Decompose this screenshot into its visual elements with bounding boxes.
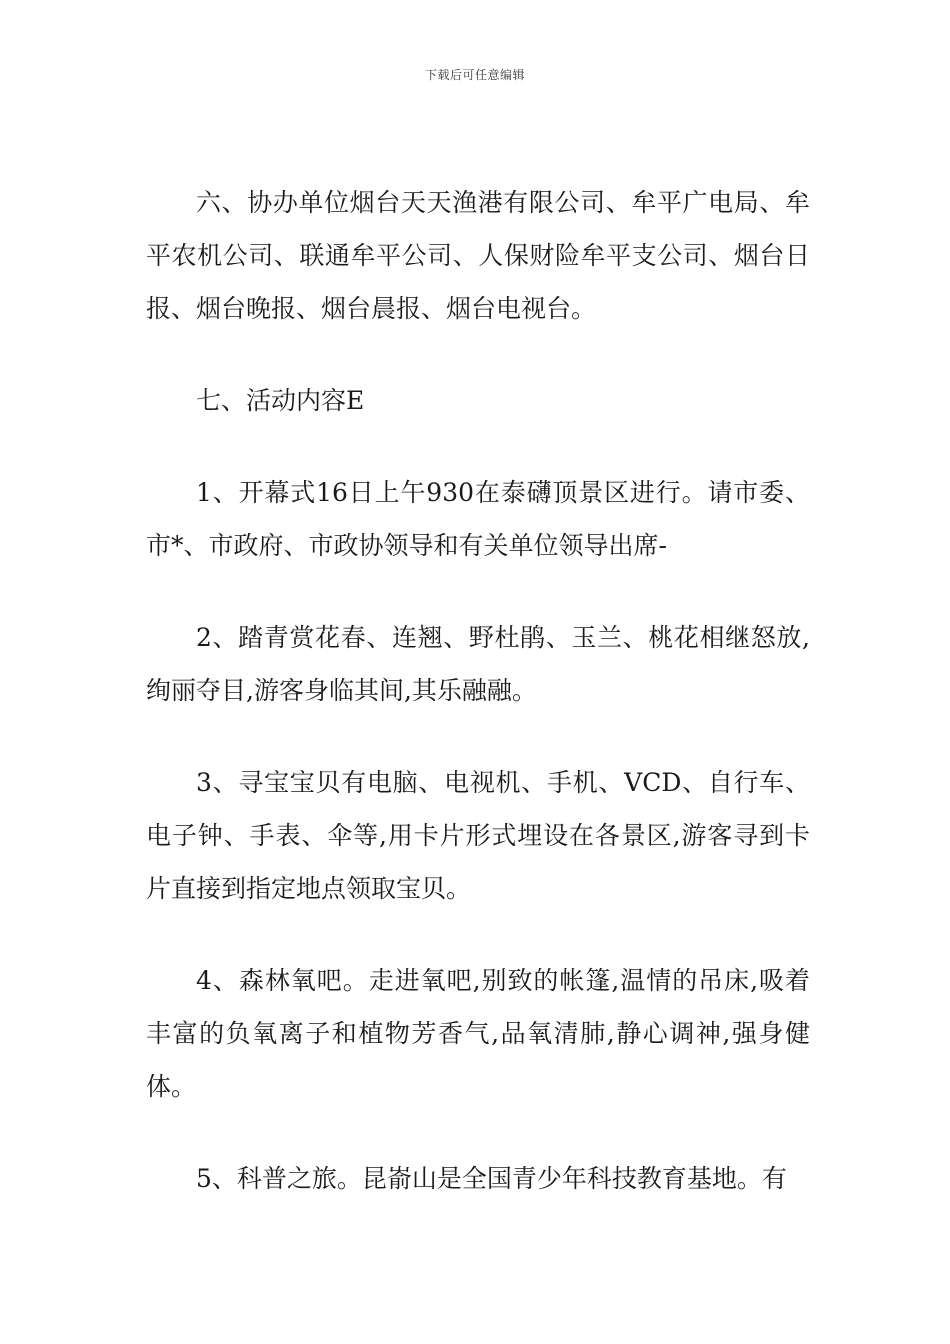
paragraph-treasure-hunt: 3、寻宝宝贝有电脑、电视机、手机、VCD、自行车、电子钟、手表、伞等,用卡片形式埋设在各景区,游客寻到卡片直接到指定地点领取宝贝。 <box>146 768 810 903</box>
paragraph-forest-oxygen-bar: 4、森林氧吧。走进氧吧,别致的帐篷,温情的吊床,吸着丰富的负氧离子和植物芳香气,品氧清肺,静心调神,强身健体。 <box>146 966 810 1101</box>
paragraph-opening-ceremony: 1、开幕式16日上午930在泰礴顶景区进行。请市委、市*、市政府、市政协领导和有关单位领导出席- <box>146 478 810 560</box>
page-header: 下载后可任意编辑 <box>424 68 525 82</box>
section-heading-activities: 七、活动内容E <box>196 386 365 415</box>
document-body <box>146 176 810 1244</box>
paragraph-science-tour: 5、科普之旅。昆嵛山是全国青少年科技教育基地。有 <box>196 1164 787 1193</box>
paragraph-spring-outing: 2、踏青赏花春、连翘、野杜鹃、玉兰、桃花相继怒放,绚丽夺目,游客身临其间,其乐融融。 <box>146 623 810 705</box>
paragraph-co-organizers: 六、协办单位烟台天天渔港有限公司、牟平广电局、牟平农机公司、联通牟平公司、人保财险牟平支公司、烟台日报、烟台晚报、烟台晨报、烟台电视台。 <box>146 188 810 323</box>
